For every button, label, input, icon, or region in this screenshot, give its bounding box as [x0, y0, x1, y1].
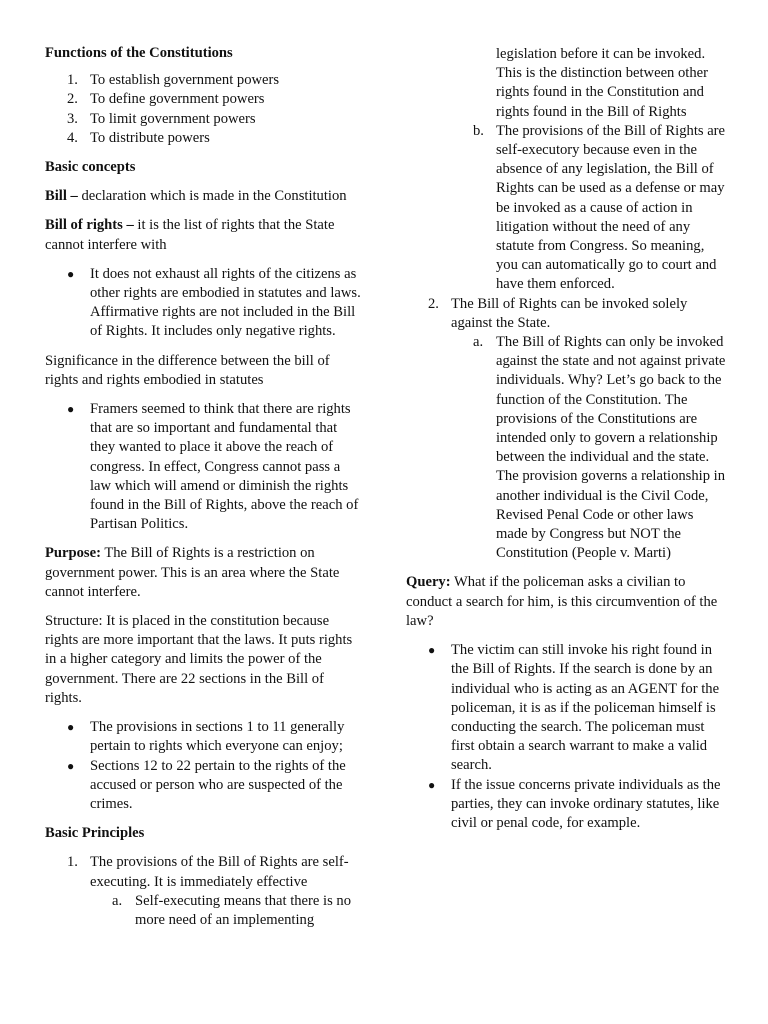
list-item-text: The provisions in sections 1 to 11 generally pertain to rights which everyone can enjoy;	[90, 719, 345, 755]
bill-of-rights-term: Bill of rights –	[45, 217, 134, 234]
list-item-text: legislation before it can be invoked. This is the distinction between other rights found in the Constitution and rights found in the Bill of Rights	[496, 46, 708, 120]
list-item-text: The Bill of Rights can only be invoked against the state and not against private individuals. Why? Let’s go back to the function of the Constitution. The provisions of the Constitutions are intended only to govern a relationship between the individual and the state. The provision governs a relationship in another individual is the Civil Code, Revised Penal Code or other laws made by Congress but NOT the Constitution (People v. Marti)	[496, 334, 726, 562]
bill-of-rights-definition	[45, 216, 363, 254]
purpose-paragraph	[45, 544, 363, 602]
list-number: 3.	[67, 110, 78, 127]
list-number: 2.	[428, 295, 439, 312]
list-item	[45, 90, 363, 109]
list-number: 1.	[67, 854, 78, 871]
list-item-text: To distribute powers	[90, 129, 210, 146]
bill-definition-text: declaration which is made in the Constitution	[77, 188, 347, 205]
bullet-icon: ●	[67, 758, 75, 773]
purpose-text: The Bill of Rights is a restriction on government power. This is an area where the State cannot interfere.	[45, 545, 340, 600]
query-paragraph	[406, 573, 728, 631]
list-item	[45, 265, 363, 342]
list-item-text: To limit government powers	[90, 110, 256, 127]
list-item-text: If the issue concerns private individuals as the parties, they can invoke ordinary statutes, like civil or penal code, for example.	[451, 776, 721, 831]
list-item	[406, 122, 728, 295]
significance-paragraph: Significance in the difference between the bill of rights and rights embodied in statutes	[45, 352, 330, 388]
list-item	[45, 853, 363, 891]
bill-definition	[45, 187, 363, 206]
bullet-icon: ●	[67, 402, 75, 417]
list-item-text: The Bill of Rights can be invoked solely against the State.	[451, 295, 688, 331]
list-item-text: To define government powers	[90, 91, 265, 108]
list-item	[45, 892, 363, 930]
list-item-text: Sections 12 to 22 pertain to the rights of the accused or person who are suspected of the crimes.	[90, 757, 346, 812]
basic-principles-heading: Basic Principles	[45, 825, 145, 842]
functions-list	[45, 71, 363, 148]
list-item	[406, 776, 728, 834]
list-item-continued	[406, 45, 728, 122]
structure-list	[45, 718, 363, 814]
list-letter: a.	[112, 892, 123, 909]
list-item-text: It does not exhaust all rights of the citizens as other rights are embodied in statutes and laws. Affirmative rights are not included in the Bill of Rights. It includes only negative rights.	[90, 265, 361, 340]
list-number: 1.	[67, 72, 78, 89]
list-item-text: The provisions of the Bill of Rights are self-executing. It is immediately effective	[90, 854, 349, 890]
structure-paragraph: Structure: It is placed in the constitution because rights are more important that the laws. It puts rights in a higher category and limits the power of the government. There are 22 sections in the Bill of rights.	[45, 613, 353, 706]
list-letter: b.	[473, 122, 484, 139]
list-item	[45, 110, 363, 129]
basic-concepts-heading: Basic concepts	[45, 159, 136, 176]
right-column	[406, 45, 728, 833]
bullet-icon: ●	[428, 643, 436, 658]
left-column	[45, 44, 363, 930]
list-item-text: Framers seemed to think that there are rights that are so important and fundamental that they wanted to place it above the reach of congress. In effect, Congress cannot pass a law which will amend or diminish the rights found in the Bill of Rights, above the reach of Partisan Politics.	[90, 401, 359, 533]
query-term: Query:	[406, 574, 451, 591]
list-item-text: Self-executing means that there is no more need of an implementing	[135, 892, 351, 928]
list-item	[406, 333, 728, 563]
list-item	[45, 129, 363, 148]
list-letter: a.	[473, 334, 484, 351]
list-item	[45, 71, 363, 90]
purpose-term: Purpose:	[45, 545, 101, 562]
list-item	[45, 757, 363, 815]
list-item	[406, 295, 728, 333]
bullet-icon: ●	[67, 266, 75, 281]
list-item-text: The victim can still invoke his right found in the Bill of Rights. If the search is done by an individual who is acting as an AGENT for the policeman, it is as if the policeman himself is conducting the search. The policeman must first obtain a search warrant to make a valid search.	[451, 642, 720, 774]
list-item-text: The provisions of the Bill of Rights are self-executory because even in the absence of any legislation, the Bill of Rights can be used as a defense or may be invoked as a cause of action in litigation without the need of any statute from Congress. So meaning, you can automatically go to court and have them enforced.	[496, 122, 726, 293]
bullet-icon: ●	[67, 720, 75, 735]
bullet-icon: ●	[428, 777, 436, 792]
query-text: What if the policeman asks a civilian to conduct a search for him, is this circumvention of the law?	[406, 574, 718, 629]
list-item-text: To establish government powers	[90, 72, 280, 89]
list-item	[45, 400, 363, 534]
list-item	[45, 718, 363, 756]
list-item	[406, 641, 728, 775]
bill-of-rights-definition-text: it is the list of rights that the State cannot interfere with	[45, 217, 335, 253]
bill-term: Bill –	[45, 188, 78, 205]
list-number: 4.	[67, 129, 78, 146]
functions-heading: Functions of the Constitutions	[45, 45, 233, 61]
list-number: 2.	[67, 91, 78, 108]
